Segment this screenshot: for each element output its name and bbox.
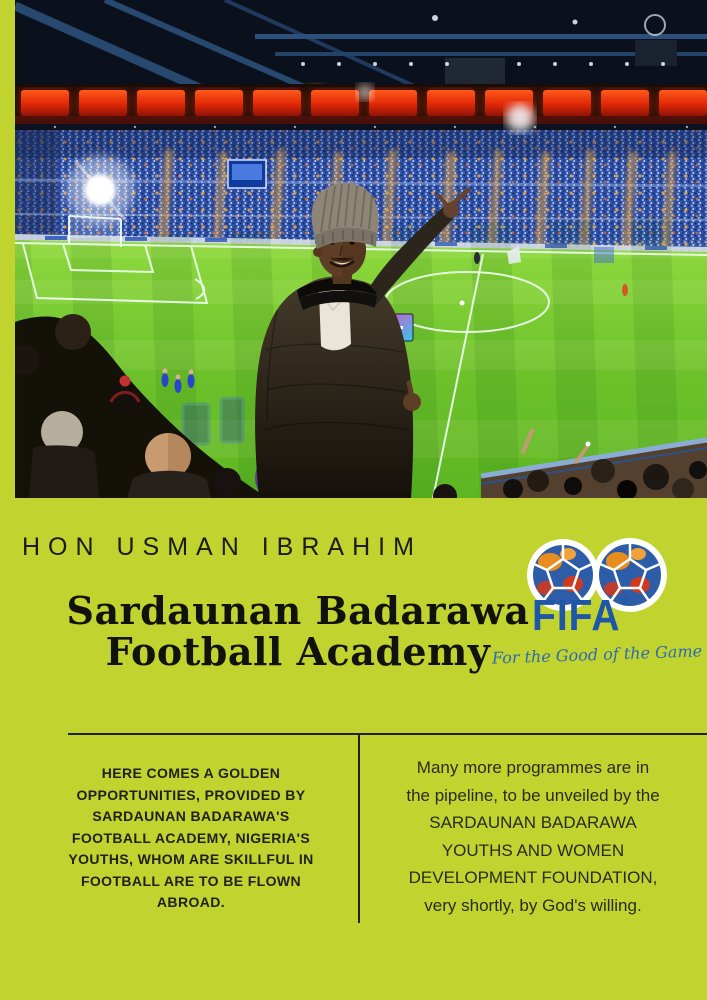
person-name: HON USMAN IBRAHIM <box>22 533 422 561</box>
right-text-line: SARDAUNAN BADARAWA <box>429 813 637 832</box>
title-line-2: Football Academy <box>105 629 491 674</box>
right-text-line: YOUTHS AND WOMEN <box>441 840 625 860</box>
fifa-wordmark <box>532 592 692 641</box>
left-text-line: SARDAUNAN BADARAWA'S <box>92 808 290 824</box>
right-text-line: Many more programmes are in <box>416 758 650 777</box>
left-text-line: FOOTBALL ARE TO BE FLOWN <box>80 872 302 889</box>
left-text-line: FOOTBALL ACADEMY, NIGERIA'S <box>71 829 311 846</box>
left-text-line: ABROAD. <box>156 894 226 910</box>
fifa-tagline: For the Good of the Game <box>491 641 703 668</box>
divider-horizontal <box>68 733 707 735</box>
left-text-line: OPPORTUNITIES, PROVIDED BY <box>76 786 306 803</box>
fifa-logo <box>488 532 707 678</box>
left-text-line: HERE COMES A GOLDEN <box>101 765 281 781</box>
fifa-wordmark-text: FIFA <box>532 592 621 641</box>
title-line-1: Sardaunan Badarawa <box>66 588 530 633</box>
right-text-line: the pipeline, to be unveiled by the <box>406 785 660 805</box>
left-text-block <box>45 763 337 914</box>
right-text-line: DEVELOPMENT FOUNDATION, <box>408 868 658 887</box>
stadium-photo <box>15 0 707 498</box>
left-text-line: YOUTHS, WHOM ARE SKILLFUL IN <box>68 851 314 867</box>
right-text-line: very shortly, by God's willing. <box>424 895 642 915</box>
divider-vertical <box>358 733 360 923</box>
right-text-block <box>368 754 698 919</box>
registered-mark: ® <box>620 595 629 609</box>
